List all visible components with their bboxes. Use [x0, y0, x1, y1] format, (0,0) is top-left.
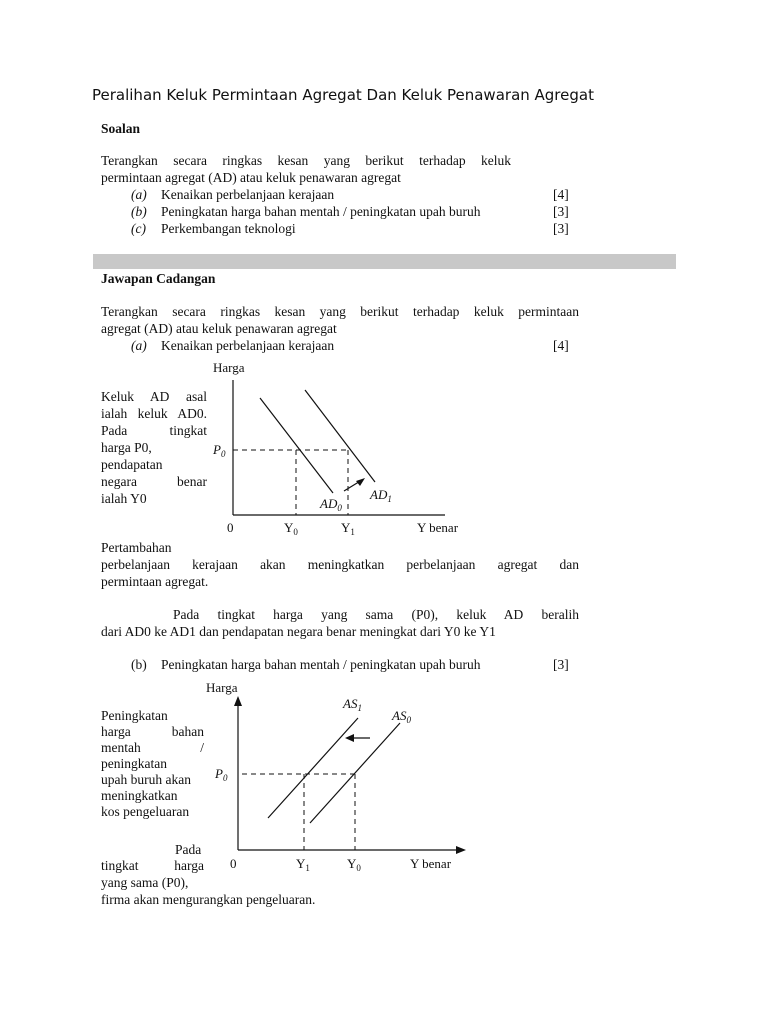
jawapan-heading: Jawapan Cadangan: [101, 271, 216, 286]
chart1-origin: 0: [227, 520, 234, 535]
jawapan-intro-line2: agregat (AD) atau keluk penawaran agregat: [101, 321, 337, 336]
chart1-ylabel: Harga: [213, 360, 245, 375]
soalan-item-b-text: Peningkatan harga bahan mentah / peningkatan upah buruh: [161, 204, 481, 219]
part-b-side-line: upah buruh akan: [101, 772, 191, 787]
part-a-side-line: pendapatan: [101, 457, 163, 472]
part-b-para-line3: yang sama (P0),: [101, 875, 189, 890]
as-shift-chart: [200, 678, 480, 878]
part-a-marks: [4]: [553, 338, 569, 353]
soalan-intro-line1: Terangkan secara ringkas kesan yang berikut terhadap keluk: [101, 153, 511, 168]
part-a-label: (a): [131, 338, 147, 353]
part-b-side-line: mentah /: [101, 740, 204, 755]
part-b-side-line: Peningkatan: [101, 708, 168, 723]
part-a-para1-line1: Pertambahan: [101, 540, 172, 555]
as1-curve: [268, 718, 358, 818]
part-a-side-line: ialah Y0: [101, 491, 147, 506]
soalan-item-c-marks: [3]: [553, 221, 569, 236]
part-a-para1-line2: perbelanjaan kerajaan akan meningkatkan perbelanjaan agregat dan: [101, 557, 579, 572]
part-a-para2-line1: Pada tingkat harga yang sama (P0), keluk AD beralih: [173, 607, 579, 622]
part-b-side-line: meningkatkan: [101, 788, 178, 803]
part-b-text: Peningkatan harga bahan mentah / peningkatan upah buruh: [161, 657, 481, 672]
part-a-text: Kenaikan perbelanjaan kerajaan: [161, 338, 335, 353]
soalan-item-b-label: (b): [131, 204, 147, 219]
ad0-label: $AD_0$: [320, 496, 342, 513]
soalan-item-c-label: (c): [131, 221, 146, 236]
chart2-y-axis-arrow: [234, 696, 242, 706]
part-b-side-line: kos pengeluaran: [101, 804, 190, 819]
chart1-y0-tick: $Y_0$: [284, 520, 298, 537]
soalan-item-c-text: Perkembangan teknologi: [161, 221, 296, 236]
chart2-xlabel: Y benar: [410, 856, 452, 871]
ad1-curve: [305, 390, 375, 482]
ad1-label: $AD_1$: [370, 487, 392, 504]
chart2-origin: 0: [230, 856, 237, 871]
jawapan-intro-line1: Terangkan secara ringkas kesan yang berikut terhadap keluk permintaan: [101, 304, 579, 319]
soalan-item-b-marks: [3]: [553, 204, 569, 219]
part-b-para-line2: tingkat harga: [101, 858, 204, 873]
part-a-side-line: Pada tingkat: [101, 423, 207, 438]
shift-arrow-head: [356, 478, 365, 486]
soalan-item-a-label: (a): [131, 187, 147, 202]
chart1-p0-label: $P_0$: [213, 442, 226, 459]
part-b-label: (b): [131, 657, 147, 672]
as1-label: $AS_1$: [343, 696, 362, 713]
chart2-y1-tick: $Y_1$: [296, 856, 310, 873]
part-a-side-line: harga P0,: [101, 440, 152, 455]
part-a-side-line: negara benar: [101, 474, 207, 489]
soalan-item-a-text: Kenaikan perbelanjaan kerajaan: [161, 187, 335, 202]
part-b-para-line1: Pada: [175, 842, 202, 857]
chart2-y0-tick: $Y_0$: [347, 856, 361, 873]
section-divider-band: [93, 254, 676, 269]
chart1-xlabel: Y benar: [417, 520, 459, 535]
soalan-intro-line2: permintaan agregat (AD) atau keluk penawaran agregat: [101, 170, 401, 185]
part-a-para1-line3: permintaan agregat.: [101, 574, 209, 589]
part-b-side-line: peningkatan: [101, 756, 167, 771]
part-b-marks: [3]: [553, 657, 569, 672]
chart2-p0-label: $P_0$: [215, 766, 228, 783]
as0-label: $AS_0$: [392, 708, 411, 725]
part-b-para-line4: firma akan mengurangkan pengeluaran.: [101, 892, 316, 907]
soalan-heading: Soalan: [101, 121, 141, 136]
chart2-x-axis-arrow: [456, 846, 466, 854]
part-a-side-line: ialah keluk AD0.: [101, 406, 207, 421]
chart2-shift-arrow-head: [345, 734, 354, 742]
chart1-y1-tick: $Y_1$: [341, 520, 355, 537]
chart2-ylabel: Harga: [206, 680, 238, 695]
part-a-para2-line2: dari AD0 ke AD1 dan pendapatan negara benar meningkat dari Y0 ke Y1: [101, 624, 496, 639]
soalan-item-a-marks: [4]: [553, 187, 569, 202]
page-title: Peralihan Keluk Permintaan Agregat Dan Keluk Penawaran Agregat: [92, 86, 594, 104]
ad-shift-chart: [205, 360, 485, 540]
part-b-side-line: harga bahan: [101, 724, 204, 739]
part-a-side-line: Keluk AD asal: [101, 389, 207, 404]
